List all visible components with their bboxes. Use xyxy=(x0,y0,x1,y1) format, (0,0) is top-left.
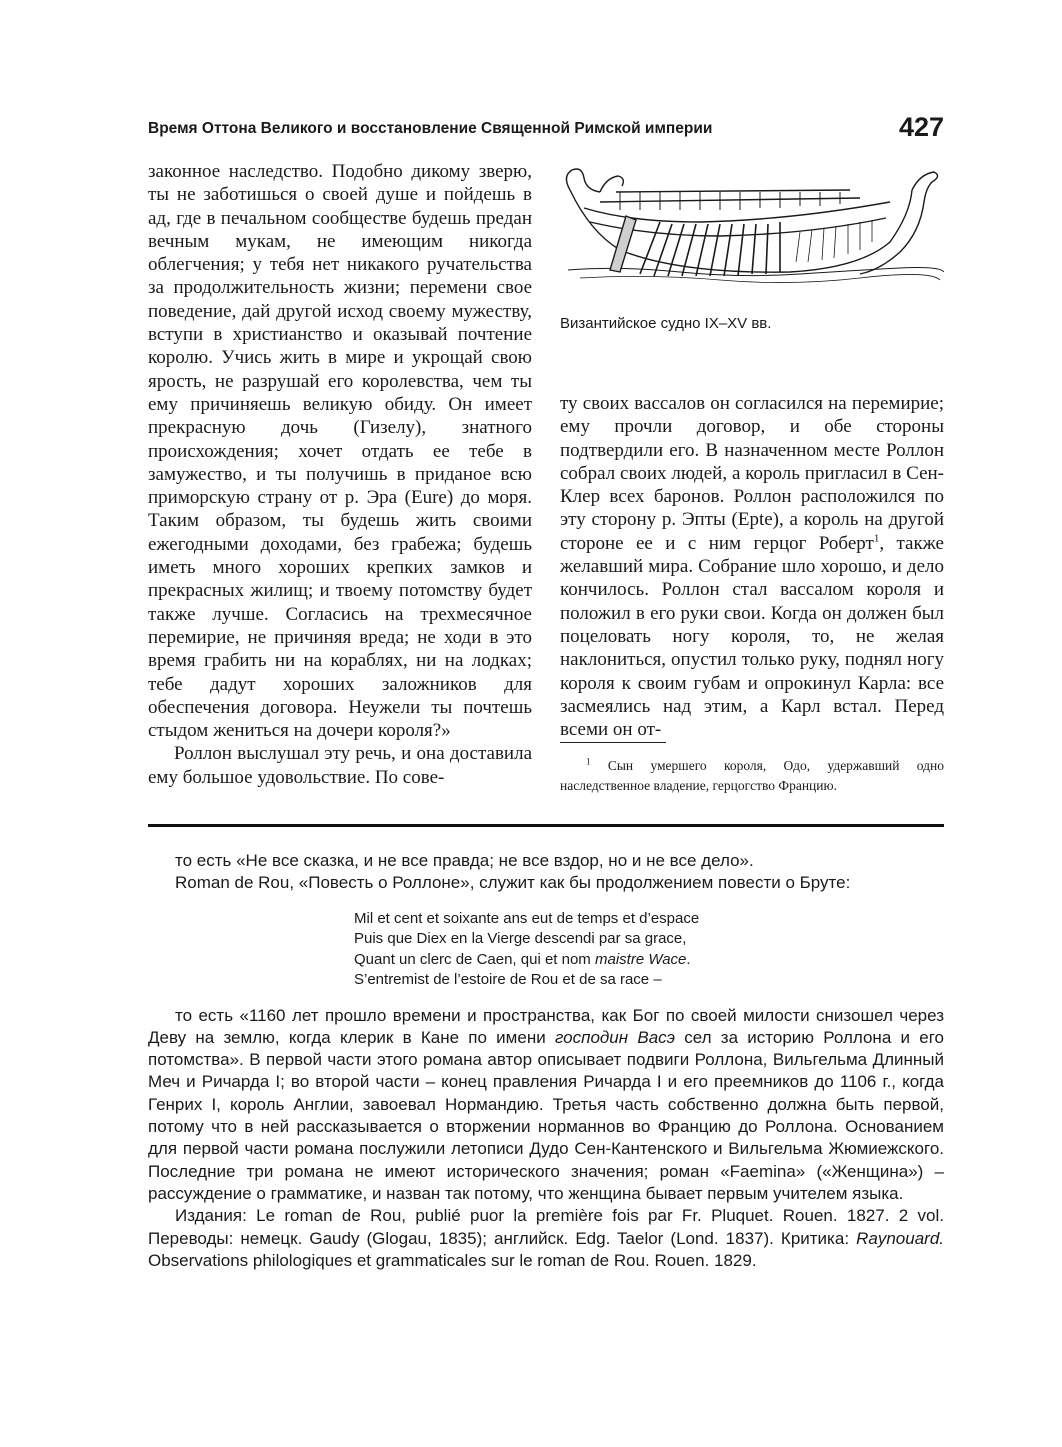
editions-italic: Raynouard. xyxy=(856,1228,944,1248)
figure-caption: Византийское судно IX–XV вв. xyxy=(560,315,772,332)
footnote-reference[interactable]: 1 xyxy=(873,532,880,545)
running-title: Время Оттона Великого и восстановление Священной Римской империи xyxy=(148,120,713,137)
footnote-divider xyxy=(560,742,666,743)
page-number: 427 xyxy=(898,112,944,142)
verse-text: Quant un clerc de Caen, qui et nom xyxy=(354,950,595,968)
editions-text: Издания: Le roman de Rou, publié puor la première fois par Fr. Pluquet. Rouen. 1827. 2 vol. Переводы: немецк. Gaudy (Glogau, 1835); английск. Edg. Taelor (Lond. 1837). Критика: xyxy=(148,1206,944,1248)
verse-italic: maistre Wace xyxy=(594,950,687,968)
left-column xyxy=(148,160,532,789)
commentary-line: то есть «Не все сказка, и не все правда; не все вздор, но и не все дело». xyxy=(175,851,754,870)
right-column xyxy=(560,392,944,741)
right-text-part: ту своих вассалов он согласился на перемирие; ему прочли договор, и обе стороны подтвердили его. В назначенном месте Роллон собрал своих людей, а король пригласил в Сен-Клер всех баронов. Роллон расположился по эту сторону р. Эпты (Epte), а король на другой стороне ее и с ним герцог Роберт xyxy=(560,393,944,554)
commentary-text: сел за историю Роллона и его потомства». В первой части этого романа автор описывает подвиги Роллона, Вильгельма Длинный Меч и Ричарда I; во второй части – конец правления Ричарда I и его преемников до 1106 г., когда Генрих I, король Англии, завоевал Нормандию. Третья часть собственно должна быть первой, потому что в ней рассказывается о вторжении норманнов во Францию до Роллона. Основанием для первой части романа послужили летописи Дудо Сен-Кантенского и Вильгельма Жюмиежского. Последние три романа не имеют исторического значения; роман «Faemina» («Женщина») – рассуждение о грамматике, и назван так потому, что женщина бывает первым учителем языка. xyxy=(148,1027,944,1203)
footnote-text: Сын умершего короля, Одо, удержавший одно наследственное владение, герцогство Францию. xyxy=(560,758,944,793)
byzantine-ship-illustration xyxy=(560,162,944,292)
right-text-part: , также желавший мира. Собрание шло хорошо, и дело кончилось. Роллон стал вассалом короля и положил в его руки свои. Когда он должен был поцеловать ногу короля, то, не желая наклониться, опустил только руку, поднял ногу короля к своим губам и опрокинул Карла: все засмеялись над этим, а Карл встал. Перед всеми он от- xyxy=(560,532,944,741)
section-divider xyxy=(148,824,944,827)
verse-text: . xyxy=(686,950,691,968)
running-header xyxy=(148,112,944,150)
verse-line: S’entremist de l’estoire de Rou et de sa race – xyxy=(354,971,662,989)
verse-line: Puis que Diex en la Vierge descendi par sa grace, xyxy=(354,930,687,948)
editions-paragraph xyxy=(148,1205,944,1272)
commentary-block xyxy=(148,850,944,1272)
commentary-text: то есть «1160 лет прошло времени и пространства, как Бог по своей милости снизошел через Деву на землю, когда клерик в Кане по имени xyxy=(148,1005,944,1047)
editions-text: Observations philologiques et grammaticales sur le roman de Rou. Rouen. 1829. xyxy=(148,1250,757,1270)
verse-line: Mil et cent et soixante ans eut de temps et d’espace xyxy=(354,909,700,927)
commentary-paragraph xyxy=(148,1005,944,1206)
commentary-italic: господин Васэ xyxy=(554,1027,676,1047)
right-paragraph xyxy=(560,392,944,741)
french-verse xyxy=(354,909,944,991)
verse-line xyxy=(354,950,944,971)
footnote-marker: 1 xyxy=(586,756,591,767)
commentary-line: Roman de Rou, «Повесть о Роллоне», служит как бы продолжением повести о Бруте: xyxy=(175,873,851,893)
left-paragraph: законное наследство. Подобно дикому зверю, ты не заботишься о своей душе и пойдешь в ад, где в печальном сообществе будешь предан вечным мукам, не имеющим никогда облегчения; у тебя нет никакого ручательства за продолжительность жизни; перемени свое поведение, дай другой исход своему мужеству, вступи в христианство и оказывай почтение королю. Учись жить в мире и укрощай свою ярость, не разрушай его королевства, чем ты ему причиняешь великую обиду. Он имеет прекрасную дочь (Гизелу), знатного происхождения; хочет отдать ее тебе в замужество, и ты получишь в приданое всю приморскую страну от р. Эра (Eure) до моря. Таким образом, ты будешь жить своими ежегодными доходами, без грабежа; будешь иметь много хороших крепких замков и прекрасных жилищ; и твоему потомству будет также лучше. Согласись на трехмесячное перемирие, не причиняя вреда; не ходи в это время грабить ни на кораблях, ни на лодках; тебе дадут хороших заложников для обеспечения договора. Неужели ты почтешь стыдом жениться на дочери короля?» xyxy=(148,161,532,742)
left-paragraph: Роллон выслушал эту речь, и она доставила ему большое удовольствие. По сове- xyxy=(148,743,532,788)
footnote xyxy=(560,756,944,796)
